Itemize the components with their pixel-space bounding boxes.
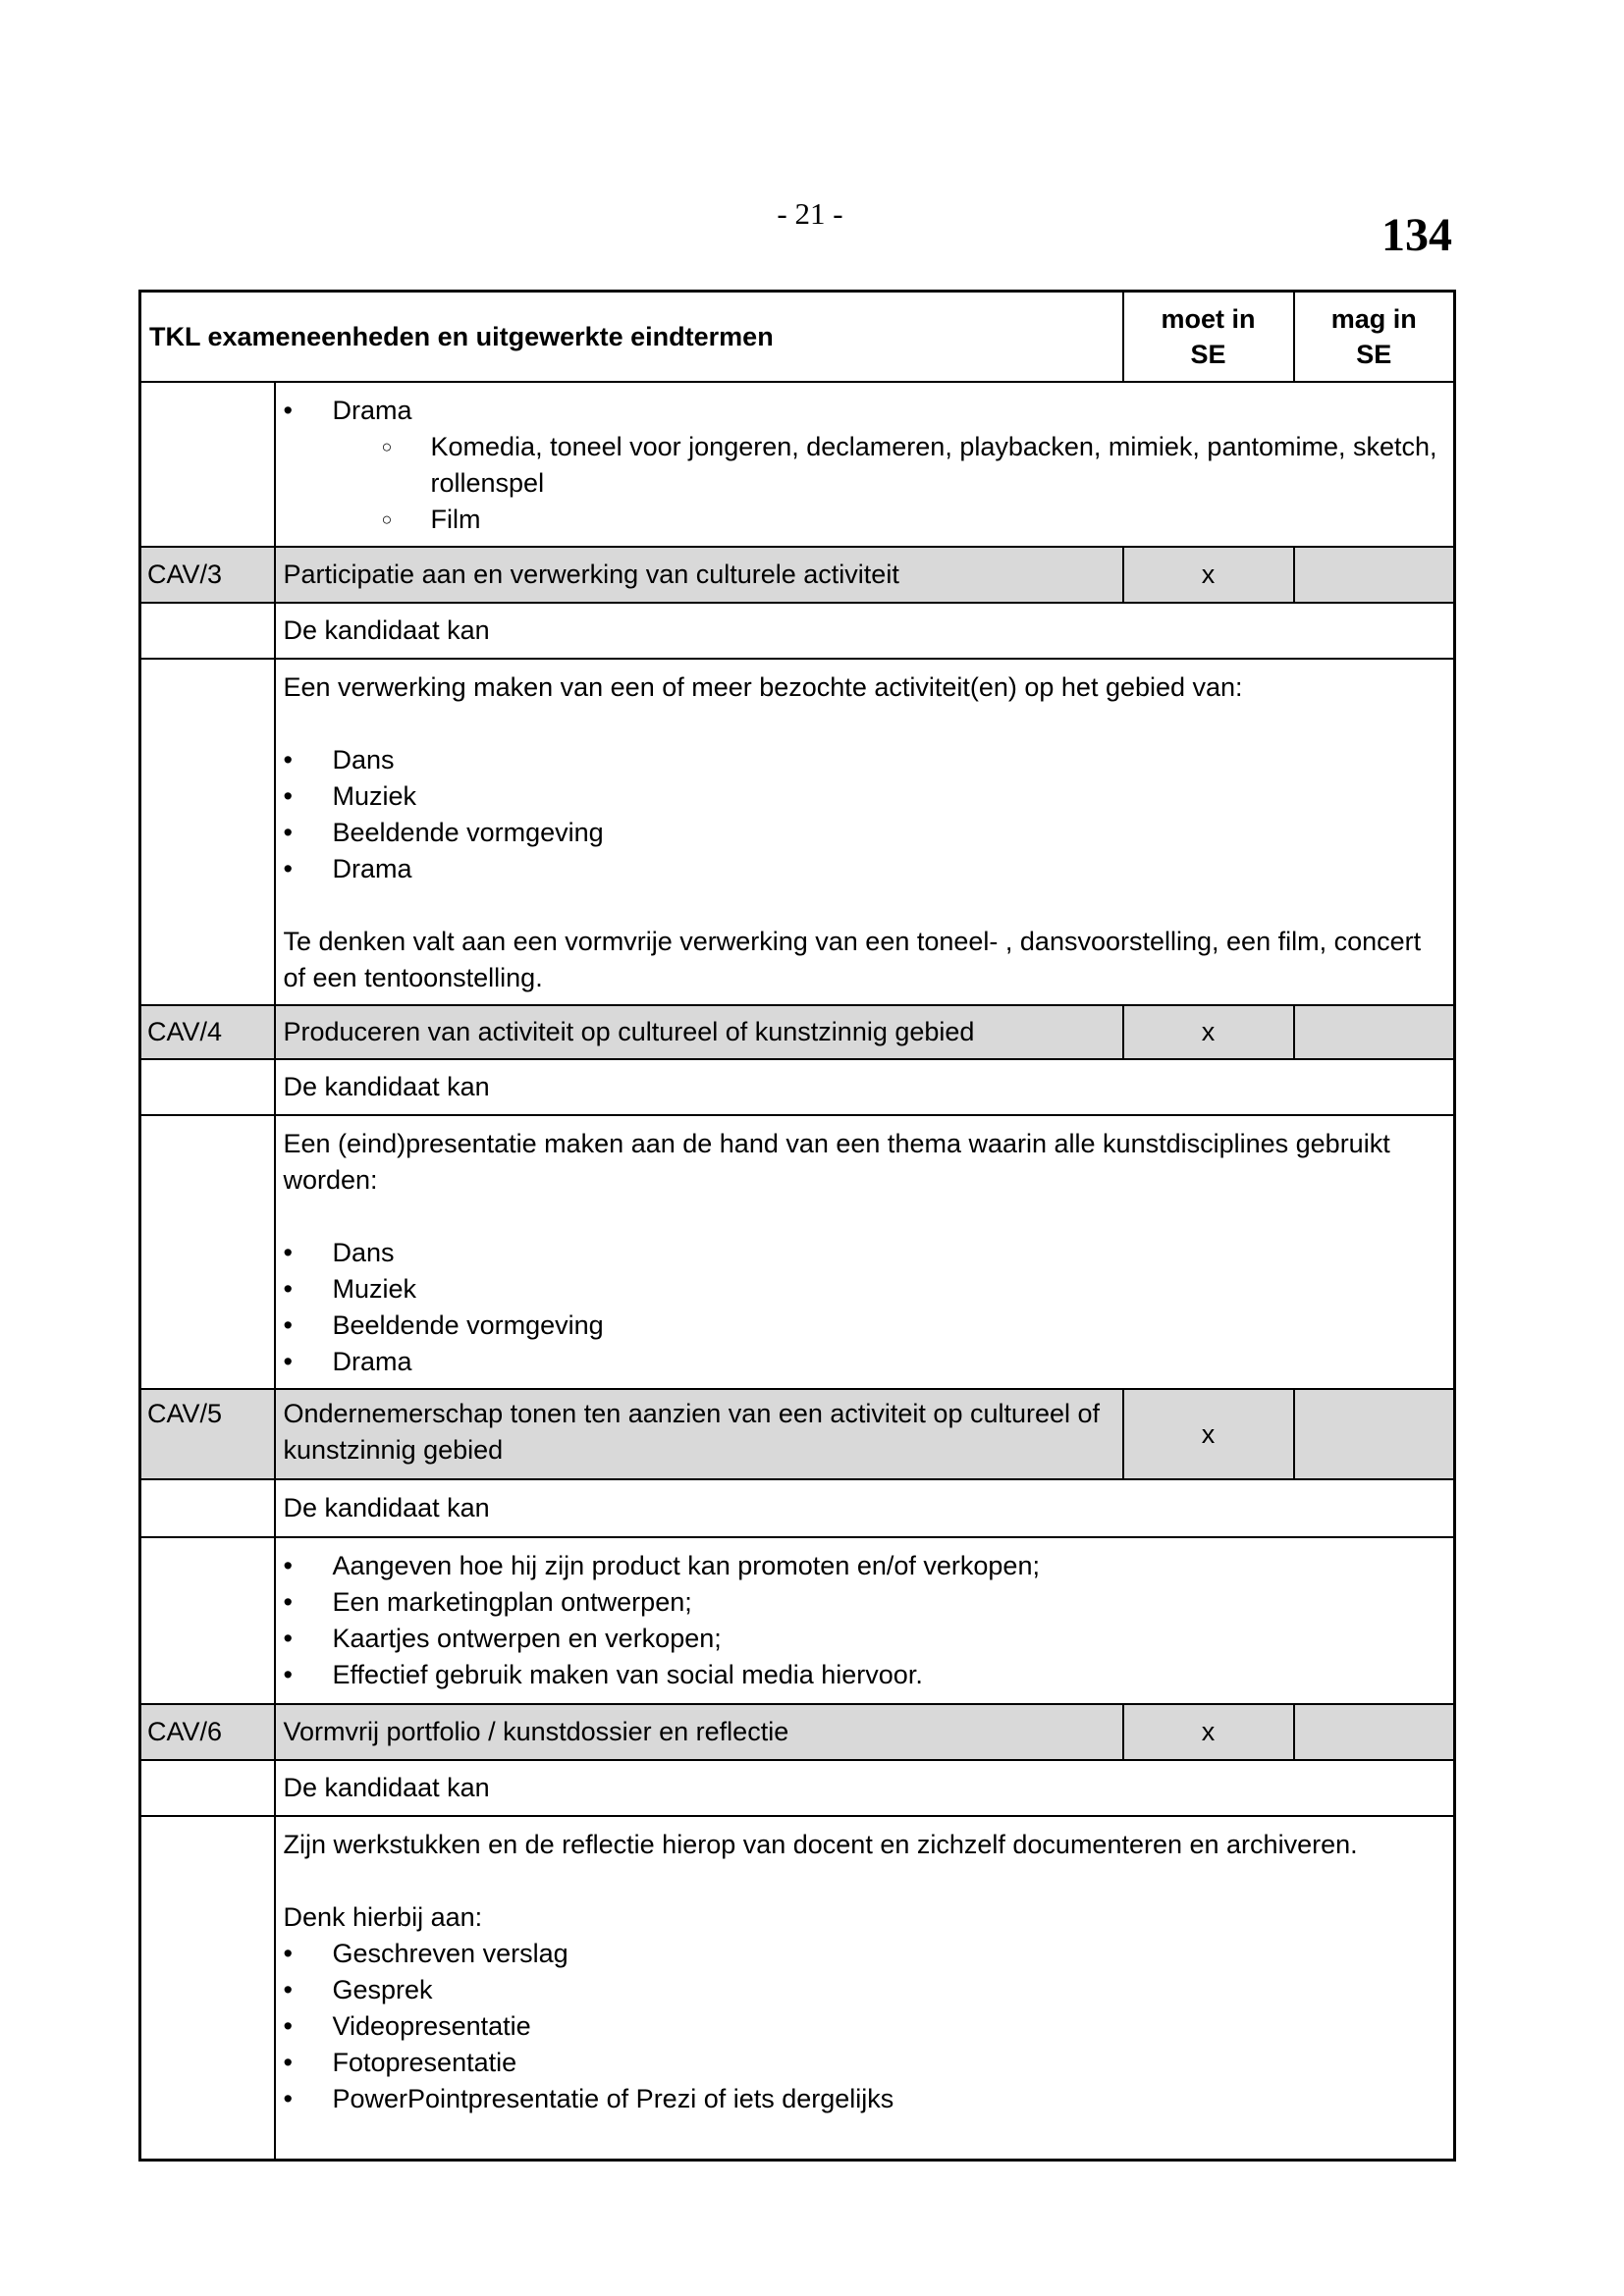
header-mag-in-se (1294, 292, 1455, 383)
table-row (140, 1760, 1455, 1816)
list-sub-item: ○ Film (284, 502, 1446, 538)
header-title-prefix: TKL (149, 321, 200, 351)
unit-title: Participatie aan en verwerking van culturele activiteit (275, 547, 1123, 603)
table-row (140, 1115, 1455, 1389)
code-cell (140, 1479, 275, 1537)
table-row (140, 603, 1455, 659)
list-item: • PowerPointpresentatie of Prezi of iets dergelijks (284, 2081, 1446, 2117)
content-cell (275, 1115, 1455, 1389)
intro-text: Een (eind)presentatie maken aan de hand van een thema waarin alle kunstdisciplines gebruikt worden: (283, 1129, 1390, 1195)
content-cell (275, 382, 1455, 547)
list-item: • Muziek (284, 1271, 1446, 1308)
moet-in-se-mark: x (1123, 1005, 1294, 1059)
lead-text: De kandidaat kan (275, 603, 1455, 659)
header-mag-line2: SE (1356, 340, 1392, 369)
list-item: • Een marketingplan ontwerpen; (284, 1584, 1446, 1621)
exam-units-table (138, 290, 1456, 2162)
code-cell (140, 382, 275, 547)
code-cell (140, 1115, 275, 1389)
list-item: • Drama (284, 851, 1446, 887)
unit-code: CAV/5 (140, 1389, 275, 1479)
content-cell (275, 1537, 1455, 1704)
unit-title: Vormvrij portfolio / kunstdossier en reflectie (275, 1704, 1123, 1760)
bullet-list (284, 1936, 1446, 2117)
list-item: • Beeldende vormgeving (284, 815, 1446, 851)
list-item: • Gesprek (284, 1972, 1446, 2008)
table-row (140, 1479, 1455, 1537)
unit-title: Produceren van activiteit op cultureel of kunstzinnig gebied (275, 1005, 1123, 1059)
unit-title: Ondernemerschap tonen ten aanzien van een activiteit op cultureel of kunstzinnig gebied (275, 1389, 1123, 1479)
bullet-list (284, 1548, 1446, 1693)
page-number: - 21 - (777, 196, 843, 231)
table-header-row (140, 292, 1455, 383)
code-cell (140, 659, 275, 1005)
bullet-list (284, 393, 1446, 538)
code-cell (140, 603, 275, 659)
unit-code: CAV/3 (140, 547, 275, 603)
table-row (140, 659, 1455, 1005)
content-cell (275, 1816, 1455, 2160)
code-cell (140, 1059, 275, 1115)
moet-in-se-mark: x (1123, 1389, 1294, 1479)
list-sub-item: ○ Komedia, toneel voor jongeren, declameren, playbacken, mimiek, pantomime, sketch, rollenspel (284, 429, 1446, 502)
header-title (140, 292, 1123, 383)
header-mag-line1: mag in (1330, 304, 1417, 334)
document-number: 134 (1381, 209, 1452, 261)
intro-text: Een verwerking maken van een of meer bezochte activiteit(en) op het gebied van: (283, 672, 1243, 702)
lead-text: De kandidaat kan (275, 1059, 1455, 1115)
moet-in-se-mark: x (1123, 1704, 1294, 1760)
list-item: • Effectief gebruik maken van social media hiervoor. (284, 1657, 1446, 1693)
list-item: • Kaartjes ontwerpen en verkopen; (284, 1621, 1446, 1657)
lead-text: De kandidaat kan (275, 1760, 1455, 1816)
header-moet-line1: moet in (1161, 304, 1256, 334)
intro-text-2: Denk hierbij aan: (283, 1902, 483, 1932)
lead-text: De kandidaat kan (275, 1479, 1455, 1537)
table-row (140, 1816, 1455, 2160)
intro-text: Zijn werkstukken en de reflectie hierop van docent en zichzelf documenteren en archiveren. (283, 1830, 1358, 1859)
content-cell (275, 659, 1455, 1005)
bullet-list (284, 1235, 1446, 1380)
unit-row-cav6 (140, 1704, 1455, 1760)
header-title-rest: exameneenheden en uitgewerkte eindtermen (200, 321, 774, 351)
list-item: • Muziek (284, 778, 1446, 815)
unit-row-cav5 (140, 1389, 1455, 1479)
code-cell (140, 1537, 275, 1704)
moet-in-se-mark: x (1123, 547, 1294, 603)
list-item: • Aangeven hoe hij zijn product kan promoten en/of verkopen; (284, 1548, 1446, 1584)
header-moet-line2: SE (1190, 340, 1226, 369)
list-item: • Beeldende vormgeving (284, 1308, 1446, 1344)
list-item: • Drama (284, 1344, 1446, 1380)
list-item: • Drama (284, 393, 1446, 429)
list-item: • Dans (284, 1235, 1446, 1271)
table-row (140, 1059, 1455, 1115)
unit-row-cav3 (140, 547, 1455, 603)
list-item: • Videopresentatie (284, 2008, 1446, 2045)
unit-code: CAV/6 (140, 1704, 275, 1760)
mag-in-se-mark (1294, 1389, 1455, 1479)
mag-in-se-mark (1294, 547, 1455, 603)
table-row (140, 382, 1455, 547)
mag-in-se-mark (1294, 1005, 1455, 1059)
bullet-list (284, 742, 1446, 887)
list-item: • Fotopresentatie (284, 2045, 1446, 2081)
code-cell (140, 1816, 275, 2160)
unit-code: CAV/4 (140, 1005, 275, 1059)
list-item: • Geschreven verslag (284, 1936, 1446, 1972)
table-row (140, 1537, 1455, 1704)
mag-in-se-mark (1294, 1704, 1455, 1760)
unit-row-cav4 (140, 1005, 1455, 1059)
header-moet-in-se (1123, 292, 1294, 383)
code-cell (140, 1760, 275, 1816)
list-item: • Dans (284, 742, 1446, 778)
outro-text: Te denken valt aan een vormvrije verwerking van een toneel- , dansvoorstelling, een film, concert of een tentoonstelling. (283, 927, 1422, 992)
